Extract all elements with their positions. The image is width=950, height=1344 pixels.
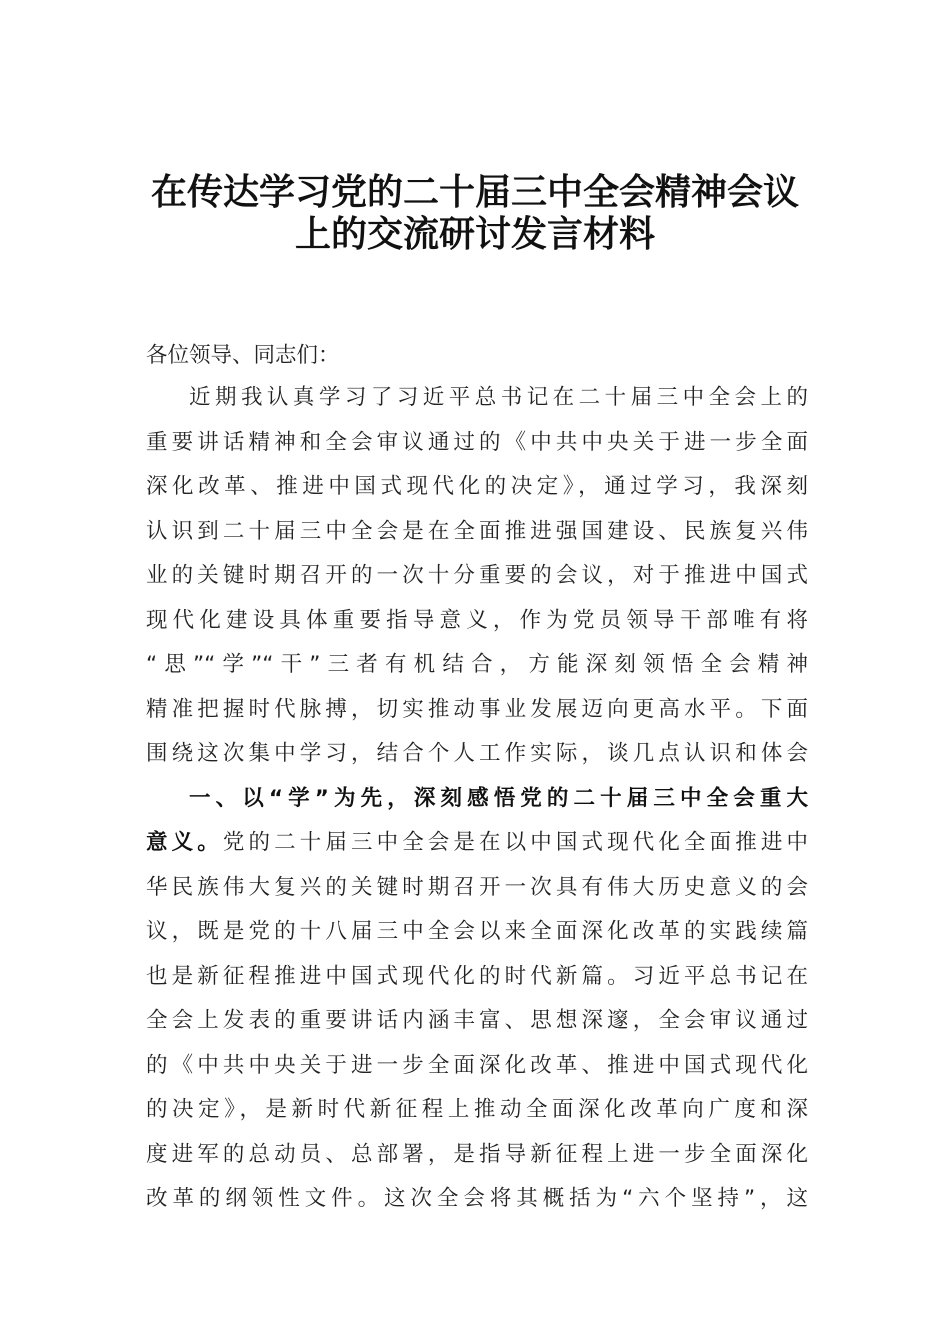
paragraph-line: 也是新征程推进中国式现代化的时代新篇。习近平总书记在 (146, 963, 808, 989)
paragraph-line: 全会上发表的重要讲话内涵丰富、思想深邃，全会审议通过 (146, 1008, 808, 1033)
paragraph-line: 业的关键时期召开的一次十分重要的会议，对于推进中国式 (146, 563, 808, 588)
paragraph-line: 的决定》，是新时代新征程上推动全面深化改革向广度和深 (146, 1097, 808, 1122)
paragraph-line: 议，既是党的十八届三中全会以来全面深化改革的实践续篇 (146, 919, 808, 944)
paragraph-line: 重要讲话精神和全会审议通过的《中共中央关于进一步全面 (146, 429, 808, 455)
paragraph-line: 认识到二十届三中全会是在全面推进强国建设、民族复兴伟 (146, 518, 808, 544)
section-1-line (146, 821, 808, 866)
paragraph-line: 深化改革、推进中国式现代化的决定》，通过学习，我深刻 (146, 474, 808, 499)
section-1-heading-end: 意义。 (146, 830, 223, 855)
paragraph-line: 度进军的总动员、总部署，是指导新征程上进一步全面深化 (146, 1141, 808, 1167)
document-body (146, 376, 808, 1222)
section-1-heading: 一、以“学”为先，深刻感悟党的二十届三中全会重大 (189, 785, 808, 811)
paragraph-line: 现代化建设具体重要指导意义，作为党员领导干部唯有将 (146, 607, 808, 633)
document-title-line-1: 在传达学习党的二十届三中全会精神会议 (150, 171, 799, 213)
salutation: 各位领导、同志们： (146, 343, 340, 368)
paragraph-line: 精准把握时代脉搏，切实推动事业发展迈向更高水平。下面 (146, 696, 808, 722)
section-1-line-text: 党的二十届三中全会是在以中国式现代化全面推进中 (222, 830, 808, 855)
paragraph-line: “思”“学”“干”三者有机结合，方能深刻领悟全会精神 (146, 652, 808, 677)
paragraph-line: 改革的纲领性文件。这次全会将其概括为“六个坚持”，这 (146, 1186, 808, 1211)
document-title-line-2: 上的交流研讨发言材料 (294, 213, 655, 255)
paragraph-line: 华民族伟大复兴的关键时期召开一次具有伟大历史意义的会 (146, 874, 808, 900)
paragraph-line: 的《中共中央关于进一步全面深化改革、推进中国式现代化 (146, 1052, 808, 1078)
paragraph-line: 围绕这次集中学习，结合个人工作实际，谈几点认识和体会 (146, 741, 808, 766)
paragraph-line: 近期我认真学习了习近平总书记在二十届三中全会上的 (189, 385, 808, 410)
